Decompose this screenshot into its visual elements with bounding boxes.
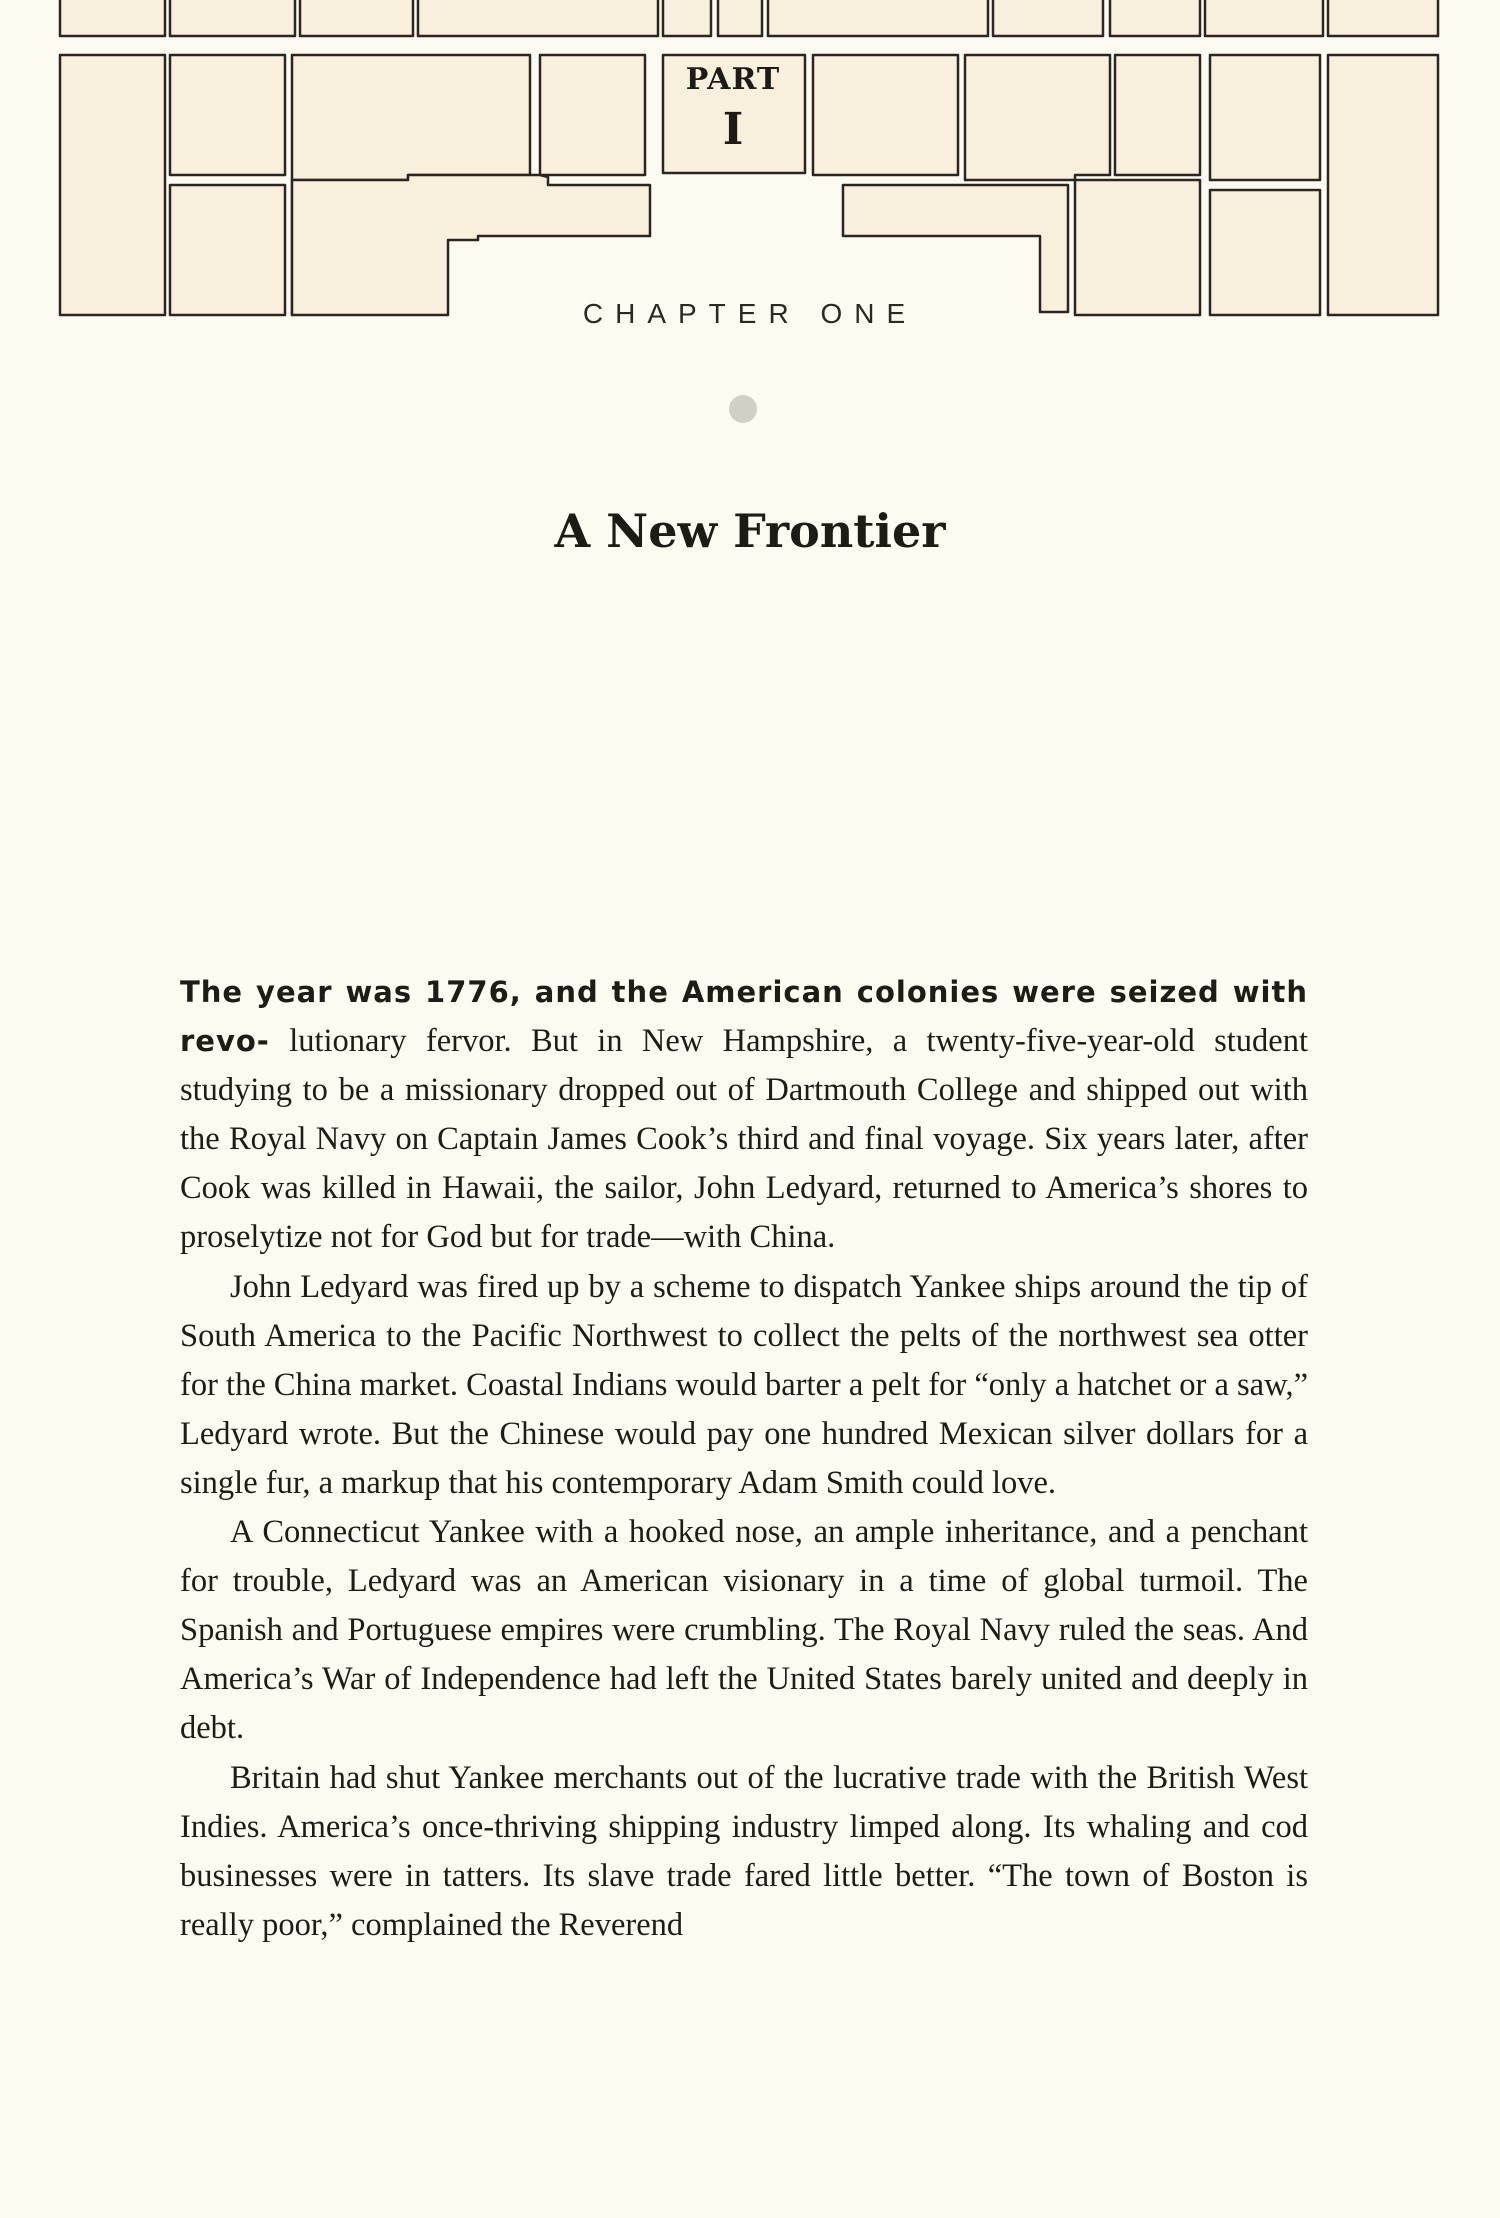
- paragraph: A Connecticut Yankee with a hooked nose, an ample inheritance, and a penchant for trouble, Ledyard was an American visionary in a time of global turmoil. The Spanish and Portuguese empires were crumbling. The Royal Navy ruled the seas. And America’s War of Independence had left the United States barely united and deeply in debt.: [180, 1514, 1308, 1747]
- header-ornament: [0, 0, 1500, 330]
- decorative-dot: [729, 395, 757, 423]
- paragraph-text: lutionary fervor. But in New Hampshire, a twenty-five-year-old student studying to be a missionary dropped out of Dartmouth College and shipped out with the Royal Navy on Captain James Cook’s third and final voyage. Six years later, after Cook was killed in Hawaii, the sailor, John Ledyard, returned to America’s shores to proselytize not for God but for trade—with China.: [180, 1023, 1308, 1256]
- part-number: I: [722, 104, 744, 155]
- paragraph: John Ledyard was fired up by a scheme to dispatch Yankee ships around the tip of South America to the Pacific Northwest to collect the pelts of the northwest sea otter for the China market. Coastal Indians would barter a pelt for “only a hatchet or a saw,” Ledyard wrote. But the Chinese would pay one hundred Mexican silver dollars for a single fur, a markup that his contemporary Adam Smith could love.: [180, 1268, 1308, 1501]
- chapter-title: A New Frontier: [554, 504, 946, 558]
- body-text: [180, 968, 1308, 1950]
- part-label: PART: [685, 62, 781, 97]
- paragraph: [180, 968, 1308, 1263]
- chapter-label: CHAPTER ONE: [582, 298, 918, 329]
- lead-in: The year was 1776, and the American colonies were seized with revo-: [180, 975, 1308, 1059]
- paragraph: Britain had shut Yankee merchants out of the lucrative trade with the British West Indies. America’s once-thriving shipping industry limped along. Its whaling and cod businesses were in tatters. Its slave trade fared little better. “The town of Boston is really poor,” complained the Reverend: [180, 1759, 1308, 1943]
